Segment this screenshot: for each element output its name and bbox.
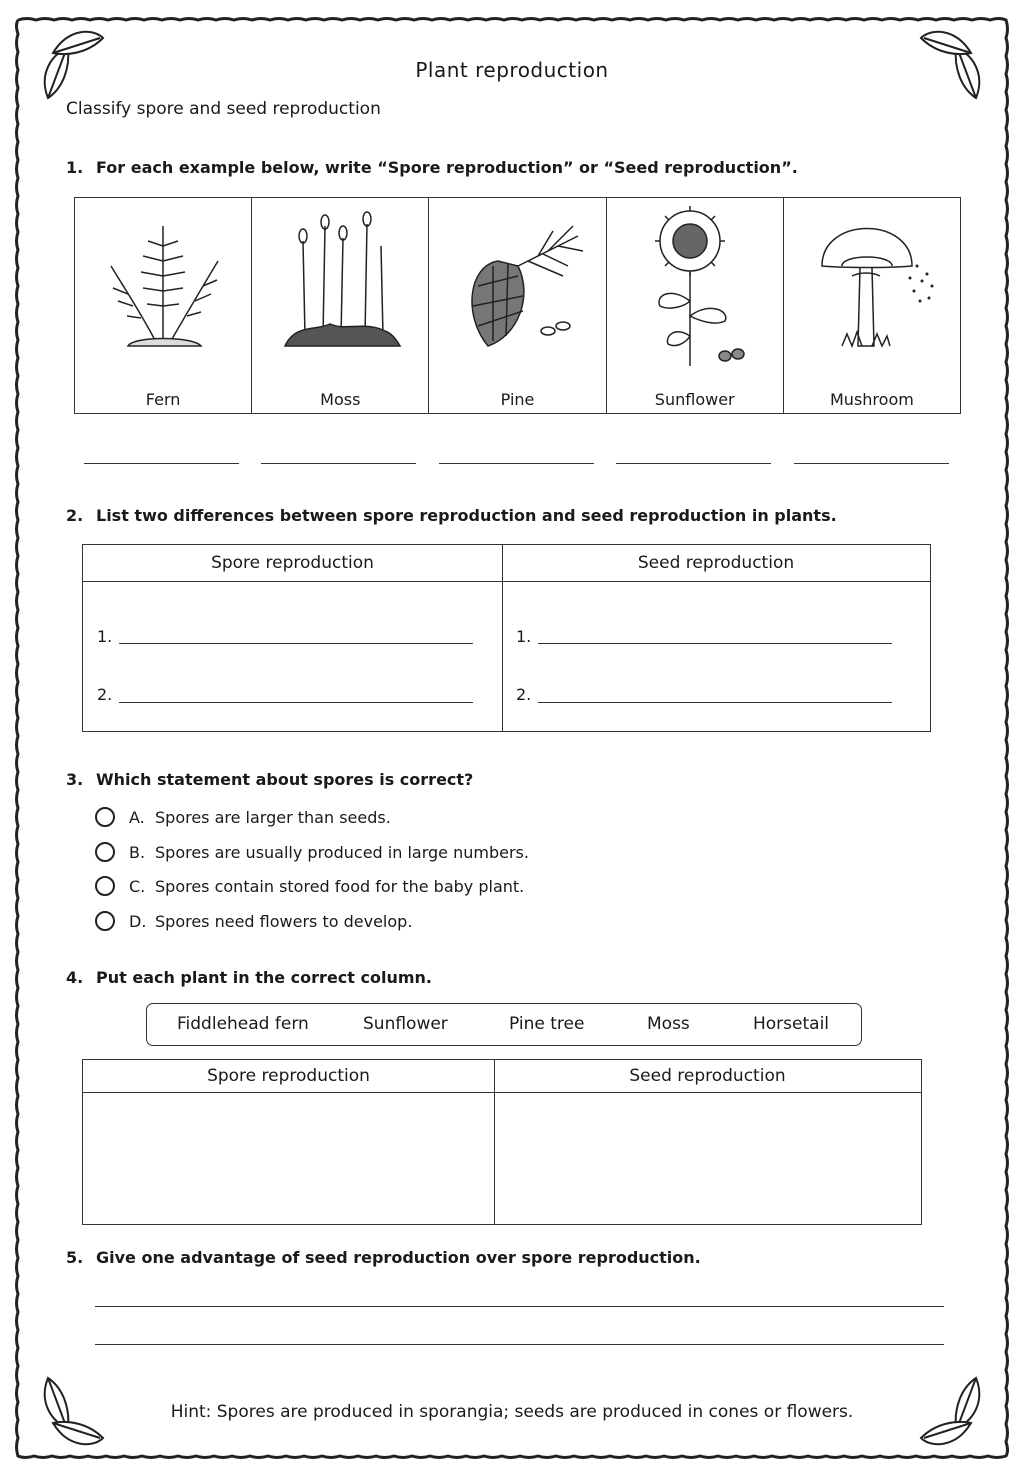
line-number: 2. [516,685,532,704]
moss-cell [252,198,429,413]
option-text: Spores are usually produced in large numbers. [155,842,529,862]
question-4 [66,968,432,987]
answer-line[interactable] [538,702,892,703]
option-c[interactable] [95,876,524,896]
question-5 [66,1248,701,1267]
option-d[interactable] [95,911,412,931]
item-label: Fern [145,390,181,409]
hint-text: Hint: Spores are produced in sporangia; seeds are produced in cones or flowers. [170,1402,854,1422]
mushroom-icon [802,206,942,366]
radio-button[interactable] [95,842,115,862]
moss-icon [275,206,405,356]
word-bank-item[interactable]: Fiddlehead fern [177,1014,309,1034]
line-number: 1. [516,627,532,646]
column-header: Spore reproduction [211,553,374,573]
question-1 [66,158,798,177]
answer-line[interactable] [794,463,949,464]
question-2 [66,506,837,525]
question-number: 1. [66,158,84,177]
answer-line[interactable] [95,1344,944,1345]
question-number: 4. [66,968,84,987]
page-title: Plant reproduction [415,58,609,82]
worksheet-subtitle: Classify spore and seed reproduction [66,99,381,119]
spore-answer-area[interactable] [83,1093,494,1223]
word-bank-item[interactable]: Horsetail [753,1014,830,1034]
option-b[interactable] [95,842,529,862]
answer-line[interactable] [119,643,473,644]
option-text: Spores contain stored food for the baby plant. [155,876,525,896]
option-text: Spores need flowers to develop. [155,911,413,931]
answer-line[interactable] [538,643,892,644]
question-text: Which statement about spores is correct? [96,770,474,789]
pine-cell [429,198,606,413]
item-label: Sunflower [654,390,735,409]
line-number: 2. [97,685,113,704]
option-letter: D. [129,911,147,931]
answer-line[interactable] [439,463,594,464]
answer-line[interactable] [84,463,239,464]
pine-cone-icon [448,206,588,356]
specimen-image-row [74,197,961,414]
answer-line[interactable] [616,463,771,464]
option-letter: B. [129,842,146,862]
answer-line[interactable] [119,702,473,703]
item-label: Mushroom [830,390,914,409]
option-letter: C. [129,876,146,896]
seed-answer-area[interactable] [495,1093,921,1223]
column-header: Seed reproduction [629,1066,786,1086]
item-label: Moss [320,390,361,409]
answer-line[interactable] [261,463,416,464]
item-label: Pine [500,390,535,409]
question-3 [66,770,473,789]
question-text: Give one advantage of seed reproduction over spore reproduction. [96,1248,701,1267]
word-bank-item[interactable]: Sunflower [363,1014,448,1034]
table-rule [502,545,503,731]
fern-cell [75,198,252,413]
option-a[interactable] [95,807,391,827]
word-bank [146,1003,862,1046]
radio-button[interactable] [95,807,115,827]
differences-table [82,544,931,732]
sunflower-cell [607,198,784,413]
radio-button[interactable] [95,876,115,896]
mushroom-cell [784,198,960,413]
line-number: 1. [97,627,113,646]
column-header: Seed reproduction [637,553,795,573]
option-letter: A. [129,807,145,827]
question-text: For each example below, write “Spore reproduction” or “Seed reproduction”. [96,158,798,177]
question-number: 5. [66,1248,84,1267]
question-text: Put each plant in the correct column. [96,968,432,987]
question-number: 3. [66,770,84,789]
option-text: Spores are larger than seeds. [155,807,391,827]
sorting-table [82,1059,922,1225]
question-text: List two differences between spore reproduction and seed reproduction in plants. [96,506,837,525]
answer-line[interactable] [95,1306,944,1307]
word-bank-item[interactable]: Pine tree [509,1014,585,1034]
question-number: 2. [66,506,84,525]
sunflower-icon [630,206,760,376]
fern-icon [103,206,223,356]
word-bank-item[interactable]: Moss [647,1014,690,1034]
radio-button[interactable] [95,911,115,931]
table-rule [83,581,930,582]
column-header: Spore reproduction [207,1066,370,1086]
